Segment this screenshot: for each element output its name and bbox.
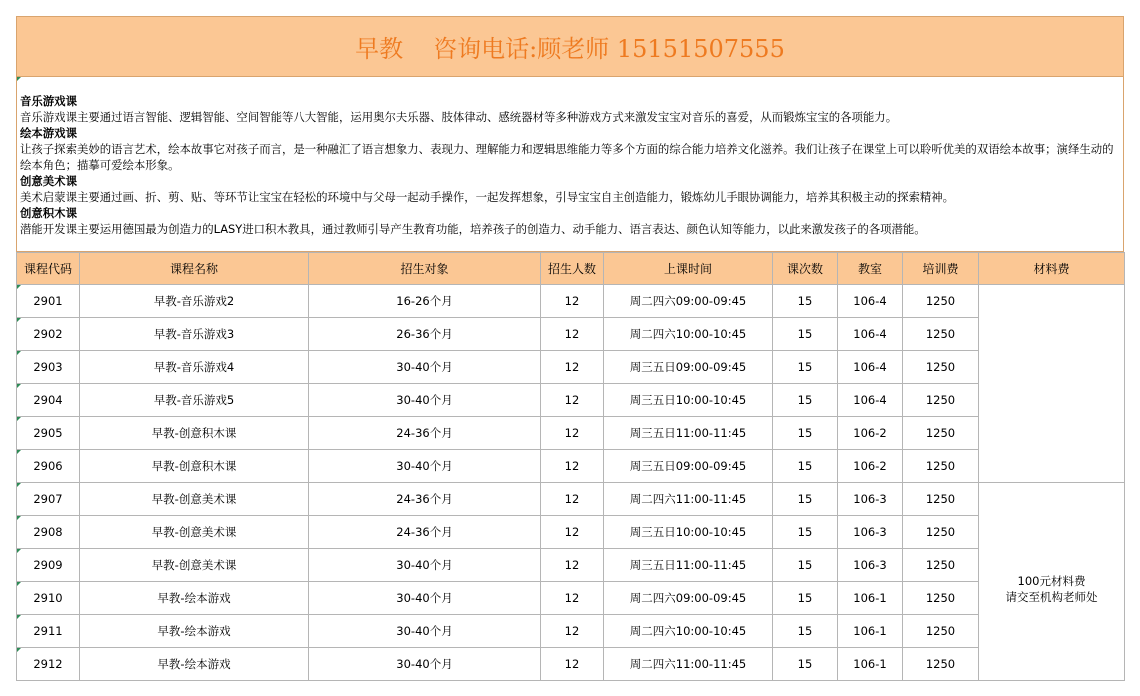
- table-cell[interactable]: 30-40个月: [309, 351, 541, 384]
- table-row: [17, 417, 1125, 450]
- desc-text: 潜能开发课主要运用德国最为创造力的LASY进口积木教具，通过教师引导产生教育功能，培养孩子的创造力、动手能力、语言表达、颜色认知等能力，以此来激发孩子的各项潜能。: [20, 222, 926, 236]
- table-cell[interactable]: 周三五日10:00-10:45: [604, 384, 773, 417]
- table-cell[interactable]: 24-36个月: [309, 417, 541, 450]
- table-cell[interactable]: 2907: [17, 483, 80, 516]
- table-cell[interactable]: 30-40个月: [309, 384, 541, 417]
- desc-text: 音乐游戏课主要通过语言智能、逻辑智能、空间智能等八大智能，运用奥尔夫乐器、肢体律动、感统器材等多种游戏方式来激发宝宝对音乐的喜爱，从而锻炼宝宝的各项能力。: [20, 110, 898, 124]
- table-cell[interactable]: 12: [541, 318, 604, 351]
- table-cell[interactable]: 106-1: [838, 648, 903, 681]
- table-cell[interactable]: 106-4: [838, 384, 903, 417]
- table-cell[interactable]: 周三五日11:00-11:45: [604, 549, 773, 582]
- header-cell[interactable]: 课程名称: [80, 253, 309, 285]
- table-cell[interactable]: 早教-创意积木课: [80, 417, 309, 450]
- table-cell[interactable]: 2912: [17, 648, 80, 681]
- material-fee-line: 100元材料费: [1017, 573, 1086, 588]
- table-cell[interactable]: 30-40个月: [309, 582, 541, 615]
- table-cell[interactable]: 2904: [17, 384, 80, 417]
- table-cell[interactable]: 15: [773, 417, 838, 450]
- table-cell[interactable]: 12: [541, 516, 604, 549]
- table-cell[interactable]: 30-40个月: [309, 549, 541, 582]
- table-cell[interactable]: 12: [541, 417, 604, 450]
- table-cell[interactable]: 15: [773, 483, 838, 516]
- table-cell[interactable]: 24-36个月: [309, 516, 541, 549]
- course-descriptions[interactable]: [16, 77, 1124, 252]
- table-cell[interactable]: 106-4: [838, 318, 903, 351]
- table-cell[interactable]: 15: [773, 648, 838, 681]
- table-cell[interactable]: 15: [773, 384, 838, 417]
- table-row: [17, 582, 1125, 615]
- table-cell[interactable]: 106-2: [838, 417, 903, 450]
- table-cell[interactable]: 15: [773, 516, 838, 549]
- table-cell[interactable]: 早教-音乐游戏2: [80, 285, 309, 318]
- table-cell[interactable]: 106-2: [838, 450, 903, 483]
- table-cell[interactable]: 1250: [903, 351, 979, 384]
- table-row: [17, 285, 1125, 318]
- material-fee-cell[interactable]: [979, 483, 1125, 681]
- table-cell[interactable]: 26-36个月: [309, 318, 541, 351]
- table-cell[interactable]: 1250: [903, 450, 979, 483]
- table-cell[interactable]: 早教-绘本游戏: [80, 582, 309, 615]
- table-cell[interactable]: 1250: [903, 318, 979, 351]
- header-cell[interactable]: 上课时间: [604, 253, 773, 285]
- desc-heading: 创意美术课: [20, 174, 77, 188]
- table-cell[interactable]: 106-4: [838, 285, 903, 318]
- course-table: [16, 252, 1125, 681]
- table-cell[interactable]: 12: [541, 351, 604, 384]
- table-cell[interactable]: 早教-创意美术课: [80, 549, 309, 582]
- table-cell[interactable]: 2908: [17, 516, 80, 549]
- desc-text: 让孩子探索美妙的语言艺术，绘本故事它对孩子而言，是一种融汇了语言想象力、表现力、理解能力和逻辑思维能力等多个方面的综合能力培养文化滋养。我们让孩子在课堂上可以聆听优美的双语绘本故事；演绎生动的绘本角色；描摹可爱绘本形象。: [20, 142, 1114, 172]
- table-cell[interactable]: 15: [773, 351, 838, 384]
- table-cell[interactable]: 106-1: [838, 582, 903, 615]
- table-cell[interactable]: 16-26个月: [309, 285, 541, 318]
- table-cell[interactable]: 早教-音乐游戏3: [80, 318, 309, 351]
- table-cell[interactable]: 12: [541, 384, 604, 417]
- desc-art: [20, 173, 1120, 205]
- table-cell[interactable]: 早教-绘本游戏: [80, 615, 309, 648]
- header-cell[interactable]: 招生对象: [309, 253, 541, 285]
- table-cell[interactable]: 1250: [903, 648, 979, 681]
- table-cell[interactable]: 早教-绘本游戏: [80, 648, 309, 681]
- header-cell[interactable]: 培训费: [903, 253, 979, 285]
- table-cell[interactable]: 106-3: [838, 549, 903, 582]
- desc-heading: 创意积木课: [20, 206, 77, 220]
- table-cell[interactable]: 2901: [17, 285, 80, 318]
- table-cell[interactable]: 12: [541, 285, 604, 318]
- table-cell[interactable]: 12: [541, 648, 604, 681]
- table-cell[interactable]: 12: [541, 549, 604, 582]
- table-cell[interactable]: 早教-创意美术课: [80, 516, 309, 549]
- spreadsheet: [16, 16, 1124, 681]
- header-cell[interactable]: 教室: [838, 253, 903, 285]
- table-row: [17, 351, 1125, 384]
- table-cell[interactable]: 2905: [17, 417, 80, 450]
- table-cell[interactable]: 30-40个月: [309, 648, 541, 681]
- table-cell[interactable]: 周三五日11:00-11:45: [604, 417, 773, 450]
- table-cell[interactable]: 106-1: [838, 615, 903, 648]
- table-cell[interactable]: 15: [773, 318, 838, 351]
- table-cell[interactable]: 1250: [903, 615, 979, 648]
- header-cell[interactable]: 课次数: [773, 253, 838, 285]
- table-cell[interactable]: 106-4: [838, 351, 903, 384]
- table-cell[interactable]: 早教-创意积木课: [80, 450, 309, 483]
- table-cell[interactable]: 15: [773, 450, 838, 483]
- header-cell[interactable]: 课程代码: [17, 253, 80, 285]
- table-cell[interactable]: 周三五日09:00-09:45: [604, 450, 773, 483]
- table-cell[interactable]: 周二四六11:00-11:45: [604, 483, 773, 516]
- table-cell[interactable]: 1250: [903, 384, 979, 417]
- table-row: [17, 516, 1125, 549]
- table-cell[interactable]: 1250: [903, 483, 979, 516]
- desc-picture-book: [20, 125, 1120, 173]
- table-cell[interactable]: 早教-音乐游戏5: [80, 384, 309, 417]
- desc-text: 美术启蒙课主要通过画、折、剪、贴、等环节让宝宝在轻松的环境中与父母一起动手操作，一起发挥想象，引导宝宝自主创造能力，锻炼幼儿手眼协调能力，培养其积极主动的探索精神。: [20, 190, 955, 204]
- header-cell[interactable]: 招生人数: [541, 253, 604, 285]
- table-cell[interactable]: 15: [773, 285, 838, 318]
- table-cell[interactable]: 2910: [17, 582, 80, 615]
- desc-blocks: [20, 205, 1120, 237]
- table-cell[interactable]: 106-3: [838, 516, 903, 549]
- table-cell[interactable]: 早教-创意美术课: [80, 483, 309, 516]
- table-cell[interactable]: 15: [773, 615, 838, 648]
- table-cell[interactable]: 周二四六09:00-09:45: [604, 582, 773, 615]
- table-cell[interactable]: 2903: [17, 351, 80, 384]
- desc-heading: 绘本游戏课: [20, 126, 77, 140]
- title-contact: 咨询电话:顾老师 15151507555: [433, 35, 785, 63]
- table-row: [17, 549, 1125, 582]
- desc-heading: 音乐游戏课: [20, 94, 77, 108]
- table-cell[interactable]: 30-40个月: [309, 615, 541, 648]
- table-cell[interactable]: 周二四六10:00-10:45: [604, 615, 773, 648]
- table-cell[interactable]: 周三五日10:00-10:45: [604, 516, 773, 549]
- header-cell[interactable]: 材料费: [979, 253, 1125, 285]
- table-cell[interactable]: 2902: [17, 318, 80, 351]
- page-title[interactable]: [16, 16, 1124, 77]
- title-main: 早教: [355, 35, 404, 63]
- table-row: [17, 384, 1125, 417]
- table-cell[interactable]: 30-40个月: [309, 450, 541, 483]
- table-cell[interactable]: 24-36个月: [309, 483, 541, 516]
- table-cell[interactable]: 1250: [903, 582, 979, 615]
- material-fee-cell-empty[interactable]: [979, 285, 1125, 483]
- table-cell[interactable]: 1250: [903, 516, 979, 549]
- cell-comment-marker-icon: [17, 77, 21, 81]
- table-cell[interactable]: 106-3: [838, 483, 903, 516]
- table-cell[interactable]: 12: [541, 582, 604, 615]
- table-cell[interactable]: 12: [541, 615, 604, 648]
- table-cell[interactable]: 15: [773, 582, 838, 615]
- table-cell[interactable]: 2906: [17, 450, 80, 483]
- table-cell[interactable]: 周二四六10:00-10:45: [604, 318, 773, 351]
- table-cell[interactable]: 2911: [17, 615, 80, 648]
- table-cell[interactable]: 周二四六09:00-09:45: [604, 285, 773, 318]
- table-cell[interactable]: 周三五日09:00-09:45: [604, 351, 773, 384]
- material-fee-line: 请交至机构老师处: [1005, 589, 1098, 604]
- table-cell[interactable]: 周二四六11:00-11:45: [604, 648, 773, 681]
- table-row: [17, 648, 1125, 681]
- table-cell[interactable]: 1250: [903, 549, 979, 582]
- table-cell[interactable]: 1250: [903, 417, 979, 450]
- table-cell[interactable]: 早教-音乐游戏4: [80, 351, 309, 384]
- table-row: [17, 483, 1125, 516]
- table-cell[interactable]: 2909: [17, 549, 80, 582]
- table-cell[interactable]: 12: [541, 450, 604, 483]
- table-cell[interactable]: 1250: [903, 285, 979, 318]
- table-row: [17, 450, 1125, 483]
- table-header-row: [17, 253, 1125, 285]
- table-row: [17, 615, 1125, 648]
- desc-music: [20, 93, 1120, 125]
- table-row: [17, 318, 1125, 351]
- table-cell[interactable]: 12: [541, 483, 604, 516]
- table-cell[interactable]: 15: [773, 549, 838, 582]
